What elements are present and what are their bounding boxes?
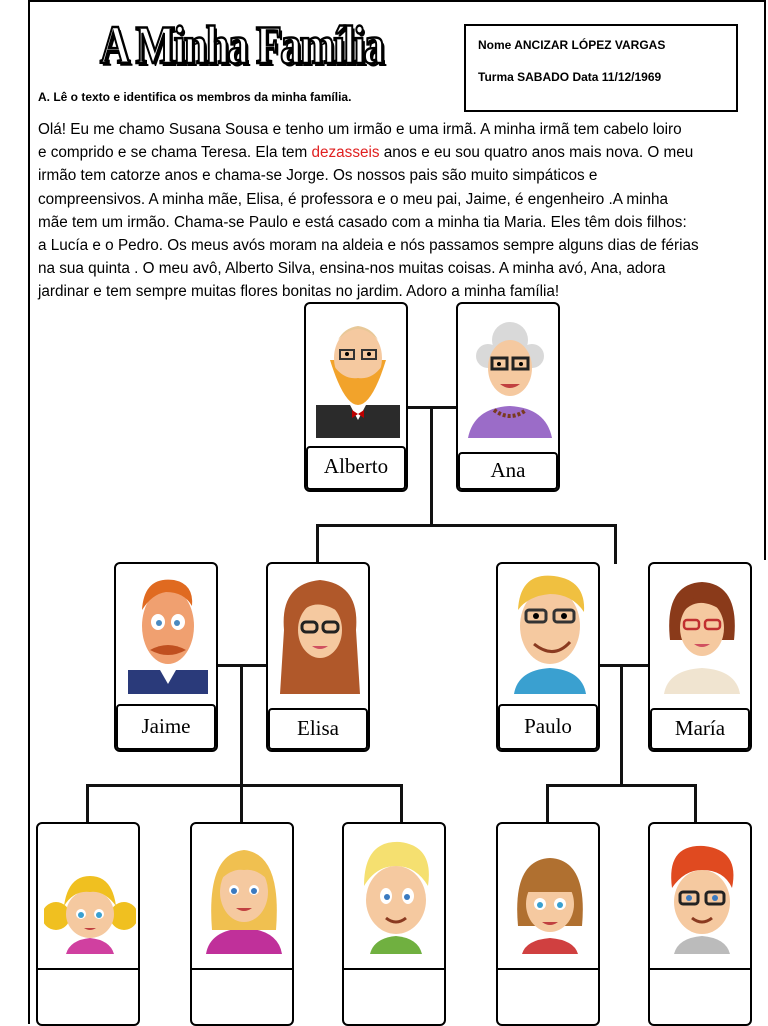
name-card-jaime — [116, 704, 216, 750]
text-segment: anos e eu sou quatro anos mais nova. O meu — [379, 144, 694, 162]
instruction: A. Lê o texto e identifica os membros da minha família. — [38, 90, 352, 104]
girl-blonde-portrait — [44, 830, 136, 954]
blank-name-divider — [38, 968, 138, 970]
name-card-paulo — [498, 704, 598, 750]
blank-name-divider — [192, 968, 292, 970]
page-border-left — [28, 0, 30, 1024]
card-child-1 — [36, 822, 140, 1026]
class-date: Turma SABADO Data 11/12/1969 — [478, 70, 662, 84]
text-line: compreensivos. A minha mãe, Elisa, é professora e o meu pai, Jaime, é engenheiro .A minha — [38, 190, 669, 208]
text-line: irmão tem catorze anos e chama-se Jorge. Os nossos pais são muito simpáticos e — [38, 167, 598, 185]
highlighted-word: dezasseis — [311, 144, 380, 162]
text-line: mãe tem um irmão. Chama-se Paulo e está casado com a minha tia Maria. Eles têm dois filhos: — [38, 213, 687, 231]
text-segment: e comprido e se chama Teresa. Ela tem — [38, 144, 312, 162]
text-line: jardinar e tem sempre muitas flores bonitas no jardim. Adoro a minha família! — [38, 283, 560, 301]
card-child-4 — [496, 822, 600, 1026]
card-child-5 — [648, 822, 752, 1026]
name-label: Elisa — [297, 716, 339, 740]
name-card-elisa — [268, 708, 368, 750]
name-label: Jaime — [141, 714, 191, 738]
name-label: Ana — [490, 458, 526, 482]
boy-blonde-portrait — [350, 830, 442, 954]
father-portrait — [122, 570, 214, 694]
card-child-2 — [190, 822, 294, 1026]
name-label: Alberto — [323, 454, 389, 478]
student-info-box — [464, 24, 738, 112]
name-card-alberto — [306, 446, 406, 490]
text-line: na sua quinta . O meu avô, Alberto Silva, ensina-nos muitas coisas. A minha avó, Ana, adora — [38, 260, 666, 278]
grandfather-portrait — [312, 310, 404, 438]
name-label: María — [674, 716, 726, 740]
blank-name-divider — [650, 968, 750, 970]
aunt-portrait — [656, 570, 748, 694]
page-title: A Minha Família — [100, 15, 384, 75]
boy-redhead-portrait — [656, 830, 748, 954]
girl-teen-portrait — [198, 830, 290, 954]
uncle-portrait — [504, 570, 596, 694]
text-line: a Lucía e o Pedro. Os meus avós moram na aldeia e nós passamos sempre alguns dias de férias — [38, 237, 699, 255]
name-card-maria — [650, 708, 750, 750]
reading-text — [38, 118, 758, 304]
blank-name-divider — [344, 968, 444, 970]
text-line: Olá! Eu me chamo Susana Sousa e tenho um irmão e uma irmã. A minha irmã tem cabelo loiro — [38, 121, 682, 138]
text-line — [38, 141, 758, 164]
name-card-ana — [458, 452, 558, 490]
blank-name-divider — [498, 968, 598, 970]
page-border-top — [28, 0, 766, 2]
page-border-right — [764, 0, 766, 560]
girl-brown-portrait — [504, 830, 596, 954]
mother-portrait — [274, 570, 366, 694]
grandmother-portrait — [464, 310, 556, 438]
student-name: Nome ANCIZAR LÓPEZ VARGAS — [478, 38, 666, 52]
name-label: Paulo — [524, 714, 572, 738]
card-child-3 — [342, 822, 446, 1026]
